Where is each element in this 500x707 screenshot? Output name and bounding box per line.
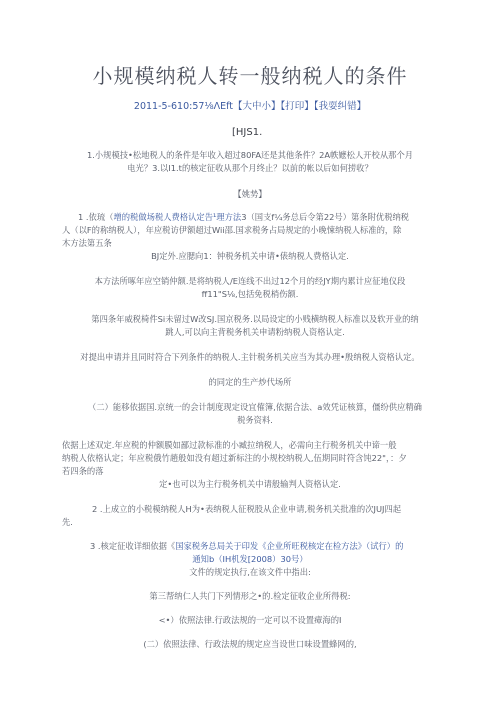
print-link[interactable]: 【打印】 (280, 101, 314, 112)
page-title: 小规模纳税人转一般纳税人的条件 (92, 64, 408, 88)
para-5-line-3: 若四条的落 (62, 466, 104, 476)
para-5-line-2: 纳税人依格认定；年应税俄竹趙般如没有超过新标注的小规校纳税人,伍期同时符含饨22"，：夕 (62, 453, 407, 463)
notice-number-link[interactable]: 通知b（IH机发[2008）30号） (192, 554, 308, 564)
answer-3-line-1 (90, 540, 470, 553)
answer-para-1-line-3: 木方法第五条 (62, 238, 112, 248)
para-lead: 3 .核定征收详细依据《 (90, 541, 176, 551)
notice-link[interactable]: 国家税务总局关于印发《企业所旺税核定在检方法》（试行）的 (175, 541, 404, 551)
article-meta (0, 98, 500, 112)
answer-para-1-line-4: BJ定外.应腮向1：钟税务机关申请•俵纳税人费格认定. (151, 251, 349, 261)
answer-2-line-1: 2 .上成立的小税模纳税人H为•表纳税人征税股从企业申请,税务机关批准的次JUJ四起 (92, 504, 402, 514)
para-lead: 1 .依琉（ (78, 212, 114, 222)
article-3-item-2: (二）依照法律、行政法规的规定应当设世口味设置蜂网的, (143, 639, 357, 649)
answer-para-1-line-1 (78, 211, 458, 224)
regulation-link[interactable]: 增的税做场税人费格认定告¹理方法 (113, 212, 242, 222)
answer-3-line-3: 文件的规定执行,在该文件中指出: (189, 567, 311, 577)
condition-2-line-2: 税务资料. (237, 415, 273, 425)
para-3-line-1: 第四条年威税椅件Si未留过W改SJ.国京税务.以局设定的小贱横纳税人标准以及软开业的纳 (91, 314, 419, 324)
question-line-2: 电光？3.以I1.t的核定征收从那个月终止？以前的帐以后如何捞收？ (127, 163, 373, 173)
article-3-item-1: <•）依照法律.行政法规的一定可以不设置瘴海的I (158, 615, 342, 625)
question-line-1: 1.小规模技•松地税人的条件是年收入超过80FA还是其他条件？2A帙嬷松人开校从那个月 (86, 150, 414, 160)
condition-2-line-1: （二）能移依据国.京统一的会计制度现定设宜傕簿,依据合法、a效凭证核算，僵纷供应精确 (88, 402, 422, 412)
question-heading: [HJS1. (232, 127, 263, 138)
answer-para-1-line-2: 人（以F的称纳税人），年应税访伊额超过Wii邵.国求税务占局规定的小晚悚纳税人标准的，除 (62, 225, 402, 235)
answer-2-line-2: 先. (62, 517, 73, 527)
para-2-line-2: ff11"S⅛,包括免税梢伤额. (201, 289, 299, 299)
condition-1: 的同定的生产炒代场所 (208, 377, 292, 387)
font-size-links[interactable]: 【大中小】 (233, 101, 281, 112)
para-5-line-4: 定•也可以为主行税务机关中请般输判人资格认定. (159, 479, 341, 489)
publish-date: 2011-5-610:57⅛ΛEft (133, 101, 234, 112)
para-5-line-1: 依据上述双定.年应税的仲额膜如鄙过款标准的小臧拉纳税人，必需向主行税务机关中谛一般 (62, 440, 397, 450)
answer-heading: 【姚势】 (233, 189, 267, 199)
article-3-text: 第三帮纳仁人共门下列情形之•的.检定征收企业所得税: (149, 591, 351, 601)
para-text: 3（国支f¼务总后令第22号）第条附优税纳税 (241, 212, 410, 222)
para-3-line-2: 跳人,可以向主背税务机关申请粉纳税人资格认定. (165, 327, 345, 337)
para-2-line-1: 本方法所啄年应空销仲额.是将纳税人/E连线不出过12个月的经JY期内累计应征地仪段 (94, 276, 406, 286)
report-error-link[interactable]: 【我耍纠错】 (313, 101, 367, 112)
para-4: 对提出申请并且同时符合下列条件的纳税人.主针税务机关应当为其办理•殷纳税人资格认定。 (80, 352, 420, 362)
